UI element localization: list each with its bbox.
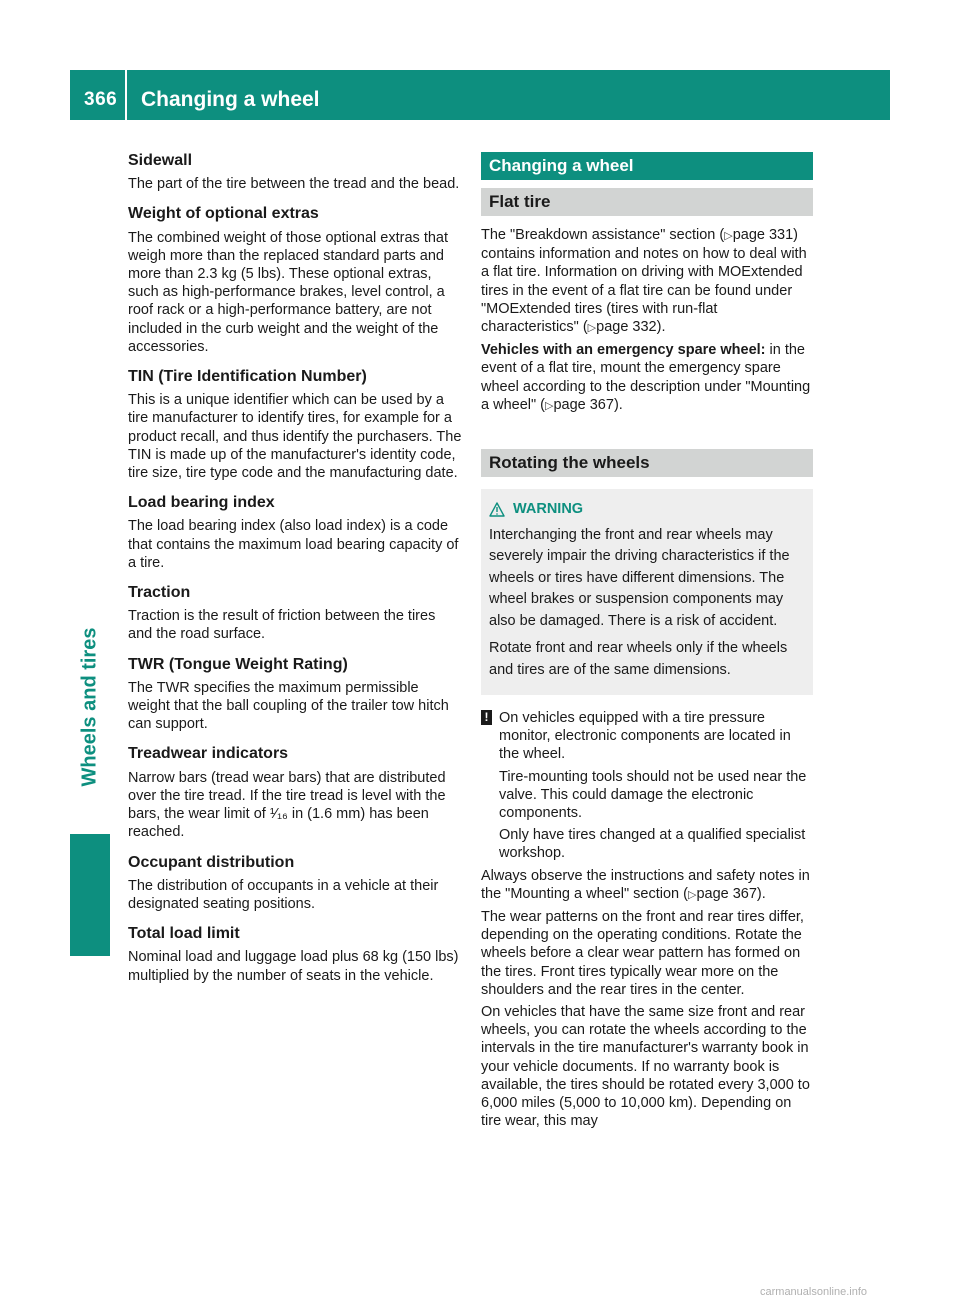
definition-total-load-limit	[128, 925, 462, 985]
warning-triangle-icon	[489, 502, 505, 517]
definition-occupant-distribution	[128, 854, 462, 914]
page-number: 366	[84, 89, 118, 110]
left-column	[128, 152, 462, 989]
definition-sidewall	[128, 152, 462, 193]
page-header	[70, 70, 890, 120]
term-text: The part of the tire between the tread and the bead.	[128, 176, 460, 193]
definition-treadwear-indicators	[128, 745, 462, 841]
definition-twr	[128, 656, 462, 734]
flat-tire-paragraph	[481, 226, 813, 337]
term-text: The load bearing index (also load index) is a code that contains the maximum load bearing capacity of a tire.	[128, 518, 459, 571]
wear-paragraph: The wear patterns on the front and rear tires differ, depending on the operating conditions. Rotate the wheels before a clear wear pattern has formed on the tires. Front tires typically wear more on the shoulders and the rear tires in the center.	[481, 909, 804, 998]
text-run: ).	[756, 885, 766, 902]
term-heading: Weight of optional extras	[128, 205, 319, 223]
term-heading: Occupant distribution	[128, 853, 295, 871]
section-title-bar: Changing a wheel	[481, 152, 813, 180]
flat-tire-body	[481, 226, 813, 415]
footer-watermark: carmanualsonline.info	[760, 1286, 868, 1298]
text-run: in the event of a flat tire, mount the emergency spare wheel according to the description under "Mounting a wheel" (	[481, 342, 811, 413]
note-block	[481, 709, 813, 863]
note-text: On vehicles equipped with a tire pressure monitor, electronic components are located in the wheel.	[499, 710, 791, 763]
text-run: ).	[613, 396, 623, 413]
subsection-rotating-bar: Rotating the wheels	[481, 449, 813, 477]
text-run: The "Breakdown assistance" section (	[481, 227, 725, 243]
exclamation-icon: !	[481, 710, 492, 725]
note-text: Tire-mounting tools should not be used near the valve. This could damage the electronic components.	[499, 768, 807, 822]
header-divider	[125, 70, 127, 120]
term-text: This is a unique identifier which can be used by a tire manufacturer to identify tires, for example for a product recall, and thus identify the purchasers. The TIN is made up of the manufacturer's identity code, tire size, tire type code and the manufacturing date.	[128, 392, 462, 482]
term-text: Nominal load and luggage load plus 68 kg (150 lbs) multiplied by the number of seats in the vehicle.	[128, 949, 459, 984]
triangle-right-icon: ▷	[687, 888, 697, 901]
page-ref-link[interactable]: page 332	[596, 319, 657, 336]
spare-wheel-paragraph	[481, 341, 813, 415]
side-tab-label: Wheels and tires	[78, 627, 101, 787]
text-run: ) contains information and notes on how to deal with a flat tire. Information on driving with MOExtended tires in the event of a flat tire can be found under "MOExtended tires (tires with run-flat characteristics" (	[481, 227, 807, 336]
term-heading: Load bearing index	[128, 494, 275, 512]
warning-label: WARNING	[513, 501, 584, 518]
term-text: Traction is the result of friction between the tires and the road surface.	[128, 608, 436, 643]
term-heading: Total load limit	[128, 925, 240, 943]
side-tab-marker	[70, 834, 110, 956]
subsection-flat-tire-bar: Flat tire	[481, 188, 813, 216]
text-run: Always observe the instructions and safety notes in the "Mounting a wheel" section (	[481, 867, 810, 902]
definition-weight-optional-extras	[128, 205, 462, 356]
definition-tin	[128, 368, 462, 482]
term-text: The TWR specifies the maximum permissible weight that the ball coupling of the trailer tow hitch can support.	[128, 679, 449, 733]
term-heading: Traction	[128, 584, 191, 602]
page-ref-link[interactable]: page 331	[732, 227, 794, 243]
note-text: Only have tires changed at a qualified specialist workshop.	[499, 827, 806, 862]
term-heading: Sidewall	[128, 152, 193, 169]
warning-heading	[489, 499, 805, 521]
right-column	[481, 152, 813, 1135]
definition-traction	[128, 584, 462, 644]
triangle-right-icon: ▷	[724, 230, 733, 242]
term-text: Narrow bars (tread wear bars) that are distributed over the tire tread. If the tire tread is level with the bars, the wear limit of ¹⁄₁₆ in (1.6 mm) has been reached.	[128, 769, 446, 841]
triangle-right-icon: ▷	[544, 399, 554, 412]
warning-text: Interchanging the front and rear wheels may severely impair the driving characteristics if the wheels or tires have different dimensions. The wheel brakes or suspension components may also be damaged. There is a risk of accident.	[489, 526, 790, 629]
triangle-right-icon: ▷	[587, 322, 597, 335]
header-title: Changing a wheel	[141, 88, 320, 111]
term-text: The distribution of occupants in a vehicle at their designated seating positions.	[128, 877, 439, 912]
text-run: ).	[656, 319, 666, 336]
warning-box	[481, 489, 813, 695]
page-ref-link[interactable]: page 367	[553, 396, 614, 413]
term-text: The combined weight of those optional extras that weigh more than the replaced standard parts and more than 2.3 kg (5 lbs). These optional extras, such as high-performance brakes, level control, a roof rack or a high-performance battery, are not included in the curb weight and the weight of the accessories.	[128, 229, 448, 355]
term-heading: TIN (Tire Identification Number)	[128, 368, 367, 386]
term-heading: TWR (Tongue Weight Rating)	[128, 655, 348, 673]
observe-paragraph	[481, 867, 813, 904]
page-ref-link[interactable]: page 367	[696, 885, 757, 902]
warning-text: Rotate front and rear wheels only if the wheels and tires are of the same dimensions.	[489, 640, 788, 678]
side-tab	[70, 122, 110, 834]
definition-load-bearing-index	[128, 494, 462, 572]
bold-lead: Vehicles with an emergency spare wheel:	[481, 342, 766, 359]
same-size-paragraph: On vehicles that have the same size front and rear wheels, you can rotate the wheels according to the intervals in the tire manufacturer's warranty book in your vehicle documents. If no warranty book is available, the tires should be rotated every 3,000 to 6,000 miles (5,000 to 10,000 km). Depending on tire wear, this may	[481, 1004, 810, 1130]
term-heading: Treadwear indicators	[128, 745, 289, 763]
